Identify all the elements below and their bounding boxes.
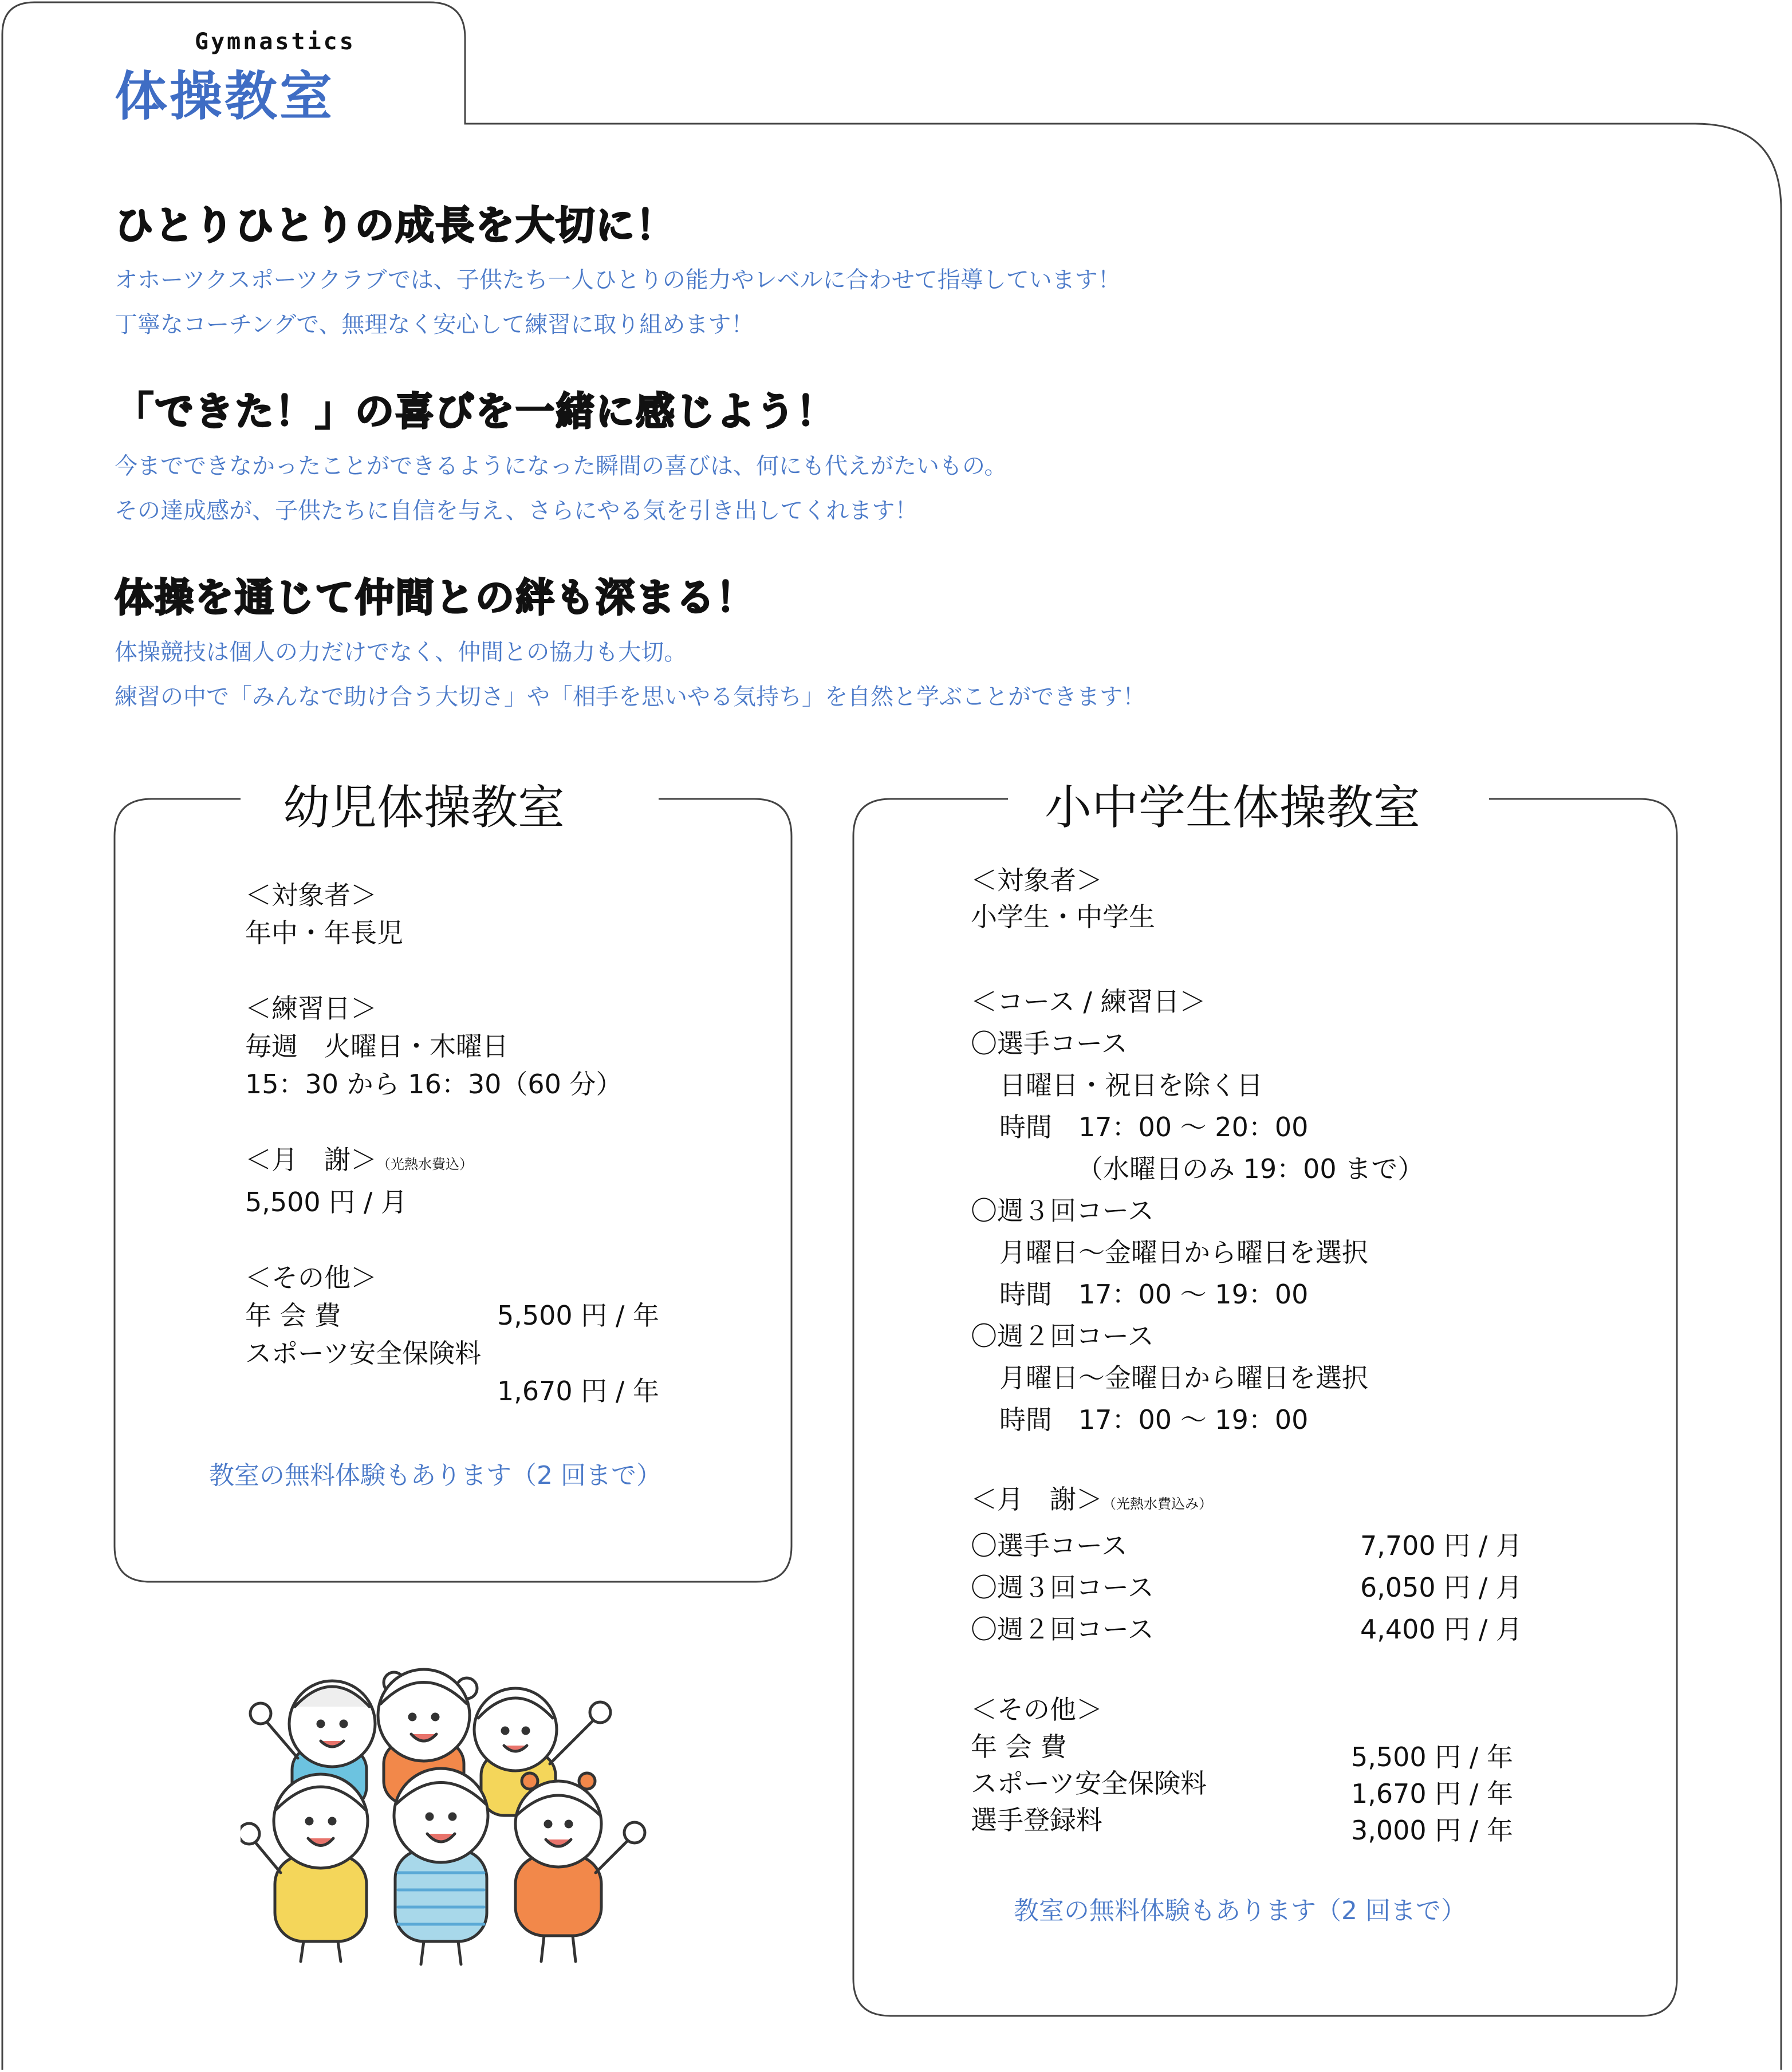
section-heading-1: ひとりひとりの成長を大切に！ xyxy=(115,203,676,249)
course-day: 日曜日・祝日を除く日 xyxy=(999,1070,1263,1101)
school-box-content xyxy=(971,862,1629,1846)
infant-annual-fee-row xyxy=(245,1297,715,1334)
infant-fee: 5,500 円 / 月 xyxy=(245,1187,408,1218)
course-day: 月曜日〜金曜日から曜日を選択 xyxy=(999,1237,1368,1268)
course-name: 〇週３回コース xyxy=(971,1195,1154,1226)
infant-fee-label-row xyxy=(245,1141,715,1183)
fee-price: 7,700 円 / 月 xyxy=(1360,1530,1523,1561)
school-box-title: 小中学生体操教室 xyxy=(1025,770,1440,837)
infant-target-label: ＜対象者＞ xyxy=(245,880,377,911)
school-other-label: ＜その他＞ xyxy=(971,1694,1102,1725)
section-heading-2: 「できた！」の喜びを一緒に感じよう！ xyxy=(115,389,837,435)
infant-annual-fee: 5,500 円 / 年 xyxy=(497,1300,660,1331)
section-line: オホーツクスポーツクラブでは、子供たち一人ひとりの能力やレベルに合わせて指導しています！ xyxy=(115,267,1121,293)
course-name: 〇週２回コース xyxy=(971,1321,1154,1352)
fee-price: 6,050 円 / 月 xyxy=(1360,1572,1523,1603)
other-price: 5,500 円 / 年 xyxy=(1351,1742,1514,1772)
infant-fee-note: （光熱水費込） xyxy=(377,1156,473,1172)
course-time: 時間 17：00 〜 19：00 xyxy=(999,1279,1309,1310)
section-heading-3: 体操を通じて仲間との絆も深まる！ xyxy=(115,576,757,621)
other-label: スポーツ安全保険料 xyxy=(971,1768,1207,1799)
page-title: 体操教室 xyxy=(115,66,335,127)
school-target-label: ＜対象者＞ xyxy=(971,865,1102,896)
section-line: 体操競技は個人の力だけでなく、仲間との協力も大切。 xyxy=(115,639,687,665)
infant-fee-label: ＜月 謝＞ xyxy=(245,1144,377,1175)
section-line: 今までできなかったことができるようになった瞬間の喜びは、何にも代えがたいもの。 xyxy=(115,453,1007,479)
infant-target: 年中・年長児 xyxy=(245,917,403,948)
infant-days-label: ＜練習日＞ xyxy=(245,993,377,1024)
section-line: その達成感が、子供たちに自信を与え、さらにやる気を引き出してくれます！ xyxy=(115,498,918,524)
section-line: 丁寧なコーチングで、無理なく安心して練習に取り組めます！ xyxy=(115,312,754,338)
fee-course: 〇選手コース xyxy=(971,1530,1128,1561)
infant-insurance: 1,670 円 / 年 xyxy=(497,1376,660,1407)
course-extra: （水曜日のみ 19：00 まで） xyxy=(1077,1153,1424,1184)
other-label: 選手登録料 xyxy=(971,1805,1102,1835)
infant-other-label: ＜その他＞ xyxy=(245,1262,377,1293)
fee-price: 4,400 円 / 月 xyxy=(1360,1614,1523,1645)
school-target: 小学生・中学生 xyxy=(971,901,1155,932)
infant-box-title: 幼児体操教室 xyxy=(263,770,584,837)
children-illustration xyxy=(241,1649,664,1970)
section-line: 練習の中で「みんなで助け合う大切さ」や「相手を思いやる気持ち」を自然と学ぶことができます！ xyxy=(115,684,1145,710)
other-row xyxy=(971,1765,1629,1809)
fee-row xyxy=(971,1609,1629,1650)
fee-row xyxy=(971,1525,1629,1567)
infant-insurance-label: スポーツ安全保険料 xyxy=(245,1338,482,1369)
course-time: 時間 17：00 〜 20：00 xyxy=(999,1112,1309,1143)
header-subtitle: Gymnastics xyxy=(195,29,356,55)
infant-annual-fee-label: 年 会 費 xyxy=(245,1300,341,1331)
course-day: 月曜日〜金曜日から曜日を選択 xyxy=(999,1362,1368,1393)
other-label: 年 会 費 xyxy=(971,1731,1067,1762)
school-course-label: ＜コース / 練習日＞ xyxy=(971,986,1206,1017)
other-price: 1,670 円 / 年 xyxy=(1351,1778,1514,1809)
other-row xyxy=(971,1802,1629,1846)
course-time: 時間 17：00 〜 19：00 xyxy=(999,1404,1309,1435)
fee-course: 〇週３回コース xyxy=(971,1572,1154,1603)
other-price: 3,000 円 / 年 xyxy=(1351,1815,1514,1846)
school-fee-label: ＜月 謝＞ xyxy=(971,1484,1102,1515)
school-fee-label-row xyxy=(971,1479,1629,1525)
other-row xyxy=(971,1728,1629,1772)
course-name: 〇選手コース xyxy=(971,1028,1128,1059)
infant-box-content xyxy=(245,876,715,1410)
infant-time: 15：30 から 16：30（60 分） xyxy=(245,1069,623,1100)
infant-days: 毎週 火曜日・木曜日 xyxy=(245,1031,509,1062)
school-trial-note: 教室の無料体験もあります（2 回まで） xyxy=(1014,1896,1466,1925)
infant-trial-note: 教室の無料体験もあります（2 回まで） xyxy=(209,1461,661,1490)
fee-row xyxy=(971,1567,1629,1609)
fee-course: 〇週２回コース xyxy=(971,1614,1154,1645)
school-fee-note: （光熱水費込み） xyxy=(1102,1496,1212,1512)
